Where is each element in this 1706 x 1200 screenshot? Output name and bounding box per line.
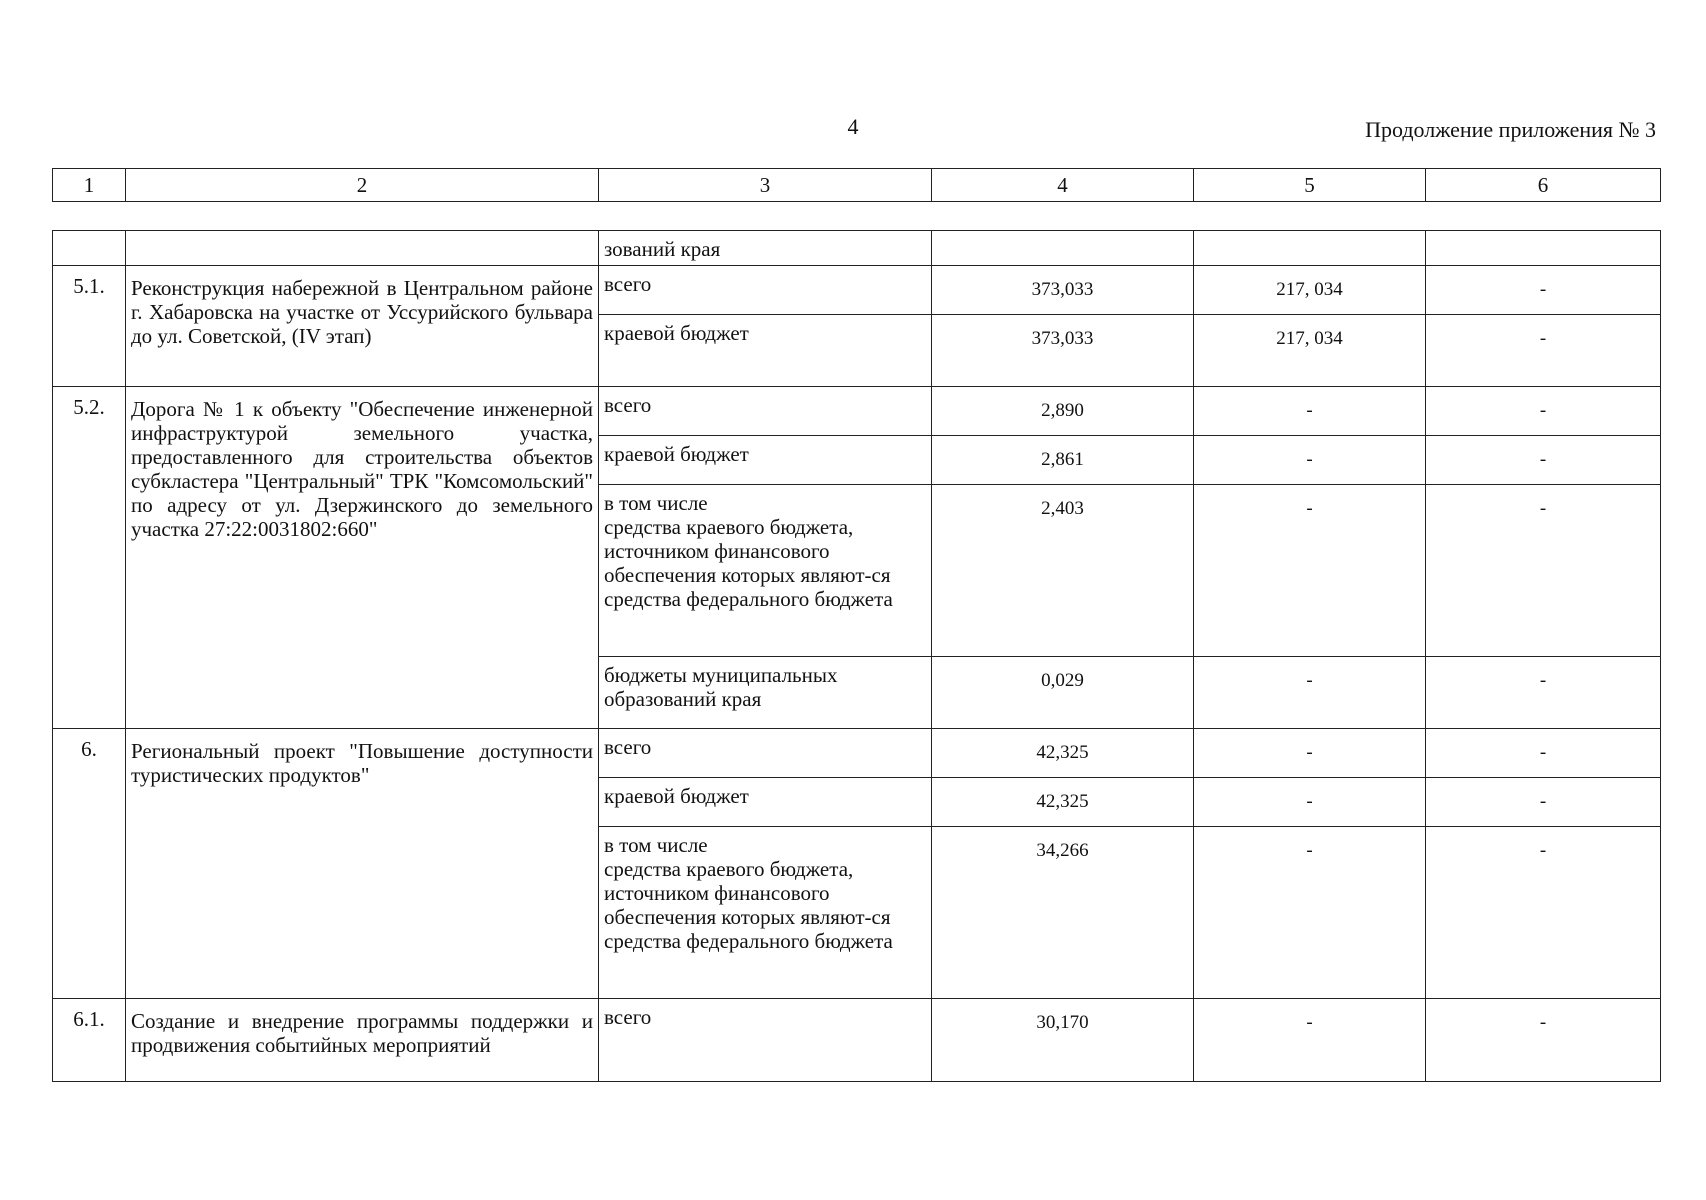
value-cell — [1426, 231, 1661, 266]
event-name-cell: Региональный проект "Повышение доступности туристических продуктов" — [126, 729, 599, 999]
value-cell — [932, 231, 1194, 266]
column-number: 5 — [1194, 169, 1426, 202]
column-number-header — [52, 168, 1661, 202]
value-cell: 217, 034 — [1194, 315, 1426, 387]
column-number: 4 — [932, 169, 1194, 202]
value-cell: - — [1194, 436, 1426, 485]
value-cell: 42,325 — [932, 729, 1194, 778]
funding-source-cell: в том числе средства краевого бюджета, источником финансового обеспечения которых являют-ся средства федерального бюджета — [599, 485, 932, 657]
funding-source-cell: всего — [599, 729, 932, 778]
funding-source-cell: всего — [599, 999, 932, 1082]
column-number: 6 — [1426, 169, 1661, 202]
value-cell: - — [1426, 315, 1661, 387]
funding-source-cell: краевой бюджет — [599, 315, 932, 387]
value-cell: 42,325 — [932, 778, 1194, 827]
event-name-cell — [126, 231, 599, 266]
row-number-cell: 5.2. — [53, 387, 126, 729]
funding-source-cell: краевой бюджет — [599, 436, 932, 485]
funding-source-cell: всего — [599, 387, 932, 436]
table-row — [53, 729, 1661, 778]
value-cell: 30,170 — [932, 999, 1194, 1082]
event-name-cell: Реконструкция набережной в Центральном районе г. Хабаровска на участке от Уссурийского бульвара до ул. Советской, (IV этап) — [126, 266, 599, 387]
funding-source-cell: краевой бюджет — [599, 778, 932, 827]
table-row — [53, 999, 1661, 1082]
funding-source-cell: всего — [599, 266, 932, 315]
value-cell: 0,029 — [932, 657, 1194, 729]
budget-table — [52, 230, 1661, 1082]
value-cell: 217, 034 — [1194, 266, 1426, 315]
row-number-cell: 6. — [53, 729, 126, 999]
value-cell: - — [1426, 827, 1661, 999]
value-cell: - — [1194, 729, 1426, 778]
row-number-cell: 5.1. — [53, 266, 126, 387]
event-name-cell: Дорога № 1 к объекту "Обеспечение инженерной инфраструктурой земельного участка, предоставленного для строительства объектов субкластера "Центральный" ТРК "Комсомольский" по адресу от ул. Дзержинского до земельного участка 27:22:0031802:660" — [126, 387, 599, 729]
page-number: 4 — [847, 114, 859, 139]
funding-source-cell: зований края — [599, 231, 932, 266]
value-cell: 2,890 — [932, 387, 1194, 436]
value-cell: - — [1426, 387, 1661, 436]
value-cell: - — [1426, 266, 1661, 315]
value-cell: - — [1426, 485, 1661, 657]
value-cell: - — [1194, 778, 1426, 827]
value-cell: - — [1426, 999, 1661, 1082]
value-cell: - — [1194, 827, 1426, 999]
funding-source-cell: в том числе средства краевого бюджета, источником финансового обеспечения которых являют-ся средства федерального бюджета — [599, 827, 932, 999]
row-number-cell: 6.1. — [53, 999, 126, 1082]
event-name-cell: Создание и внедрение программы поддержки и продвижения событийных мероприятий — [126, 999, 599, 1082]
funding-source-cell: бюджеты муниципальных образований края — [599, 657, 932, 729]
value-cell: - — [1194, 657, 1426, 729]
value-cell: - — [1194, 387, 1426, 436]
header-row — [53, 169, 1661, 202]
column-number: 3 — [599, 169, 932, 202]
value-cell: 2,403 — [932, 485, 1194, 657]
value-cell: - — [1426, 657, 1661, 729]
value-cell: 34,266 — [932, 827, 1194, 999]
table-row — [53, 231, 1661, 266]
value-cell: - — [1194, 999, 1426, 1082]
column-number: 1 — [53, 169, 126, 202]
row-number-cell — [53, 231, 126, 266]
value-cell: 373,033 — [932, 315, 1194, 387]
column-number: 2 — [126, 169, 599, 202]
value-cell: - — [1426, 778, 1661, 827]
value-cell: 2,861 — [932, 436, 1194, 485]
value-cell: - — [1426, 436, 1661, 485]
table-row — [53, 266, 1661, 315]
value-cell: - — [1194, 485, 1426, 657]
value-cell: - — [1426, 729, 1661, 778]
table-row — [53, 387, 1661, 436]
appendix-title: Продолжение приложения № 3 — [1365, 117, 1656, 142]
value-cell — [1194, 231, 1426, 266]
value-cell: 373,033 — [932, 266, 1194, 315]
